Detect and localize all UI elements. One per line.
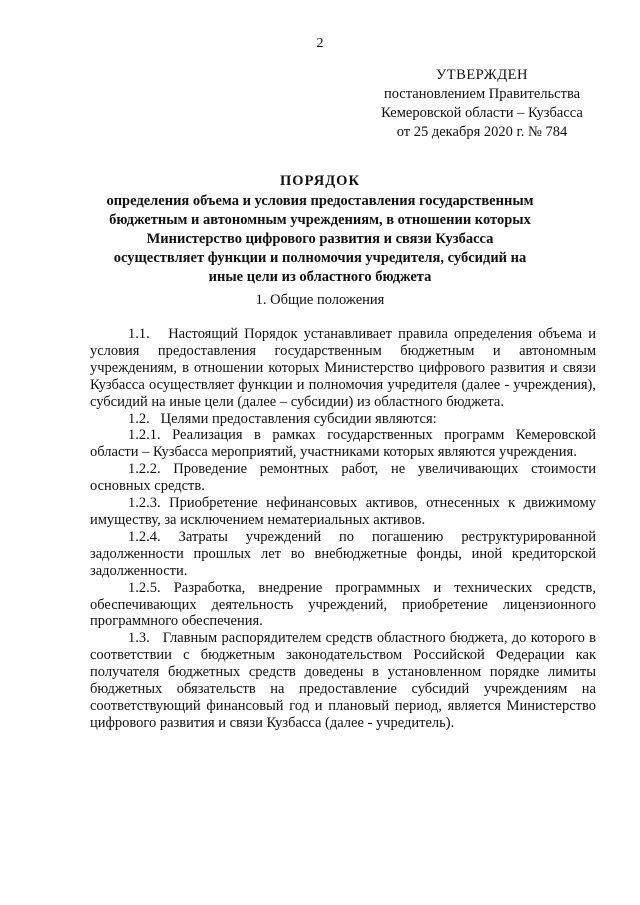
paragraph-1-2: 1.2. Целями предоставления субсидии являются:: [128, 410, 437, 427]
approval-region: Кемеровской области – Кузбасса: [381, 105, 583, 121]
approval-status: УТВЕРЖДЕН: [436, 67, 528, 83]
paragraph-1-2-1: 1.2.1. Реализация в рамках государственных программ Кемеровской области – Кузбасса мероприятий, участниками которых являются учреждения.: [90, 427, 596, 461]
page-number: 2: [316, 36, 324, 51]
document-title-block: [100, 172, 540, 287]
approval-stamp: [352, 66, 612, 142]
section-heading: 1. Общие положения: [255, 292, 385, 308]
body-text: [90, 326, 596, 732]
document-subtitle: определения объема и условия предоставления государственным бюджетным и автономным учреждениям, в отношении которых Министерство цифрового развития и связи Кузбасса осуществляет функции и полномочия учредителя, субсидий на иные цели из областного бюджета: [106, 193, 534, 285]
approval-authority: постановлением Правительства: [383, 86, 581, 102]
paragraph-1-3: 1.3. Главным распорядителем средств областного бюджета, до которого в соответствии с бюджетным законодательством Российской Федерации как получателя бюджетных средств доведены в установленном порядке лимиты бюджетных обязательств на предоставление субсидий учреждениям на соответствующий финансовый год и плановый период, является Министерство цифрового развития и связи Кузбасса (далее - учредитель).: [90, 630, 596, 731]
paragraph-1-2-4: 1.2.4. Затраты учреждений по погашению реструктурированной задолженности прошлых лет во внебюджетные фонды, иной кредиторской задолженности.: [90, 528, 596, 579]
paragraph-1-1: 1.1. Настоящий Порядок устанавливает правила определения объема и условия предоставления государственным бюджетным и автономным учреждениям, в отношении которых Министерство цифрового развития и связи Кузбасса осуществляет функции и полномочия учредителя (далее - учреждения), субсидий на иные цели (далее – субсидии) из областного бюджета.: [90, 326, 596, 410]
paragraph-1-2-3: 1.2.3. Приобретение нефинансовых активов, отнесенных к движимому имуществу, за исключением нематериальных активов.: [90, 495, 596, 528]
approval-date: от 25 декабря 2020 г. № 784: [396, 124, 568, 140]
paragraph-1-2-2: 1.2.2. Проведение ремонтных работ, не увеличивающих стоимости основных средств.: [90, 461, 596, 495]
paragraph-1-2-5: 1.2.5. Разработка, внедрение программных и технических средств, обеспечивающих деятельность учреждений, приобретение лицензионного программного обеспечения.: [90, 579, 596, 630]
document-title: ПОРЯДОК: [280, 173, 360, 189]
